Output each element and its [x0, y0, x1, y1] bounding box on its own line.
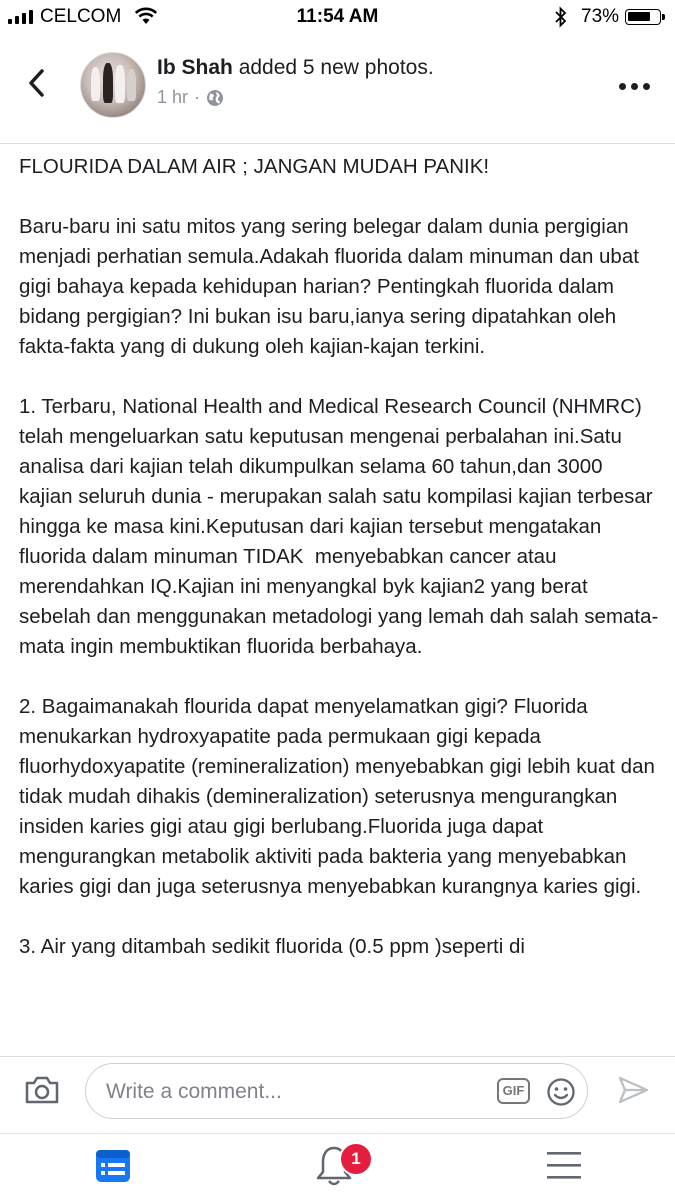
notification-badge: 1 — [339, 1142, 373, 1176]
battery-icon — [625, 9, 661, 25]
camera-icon[interactable] — [24, 1075, 60, 1105]
comment-composer — [0, 1056, 675, 1133]
meta-separator: · — [194, 87, 201, 107]
header-divider — [0, 143, 675, 144]
carrier-name: CELCOM — [40, 6, 122, 27]
avatar[interactable] — [80, 52, 146, 118]
post-action: added 5 new photos. — [238, 56, 434, 79]
globe-icon — [206, 89, 224, 107]
news-feed-icon[interactable] — [94, 1147, 132, 1185]
emoji-icon[interactable] — [546, 1077, 576, 1107]
post-author-line — [157, 56, 434, 80]
bluetooth-icon — [554, 6, 568, 28]
gif-button[interactable]: GIF — [497, 1078, 530, 1104]
comment-input[interactable] — [104, 1076, 488, 1108]
send-icon[interactable] — [617, 1075, 649, 1105]
post-text: FLOURIDA DALAM AIR ; JANGAN MUDAH PANIK! Baru-baru ini satu mitos yang sering belegar dalam dunia pergigian menjadi perhatian semula.Adakah fluorida dalam minuman dan ubat gigi bahaya kepada kehidupan harian? Pentingkah fluorida dalam bidang pergigian? Ini bukan isu baru,ianya sering dipatahkan oleh fakta-fakta yang di dukung oleh kajian-kajan terkini. 1. Terbaru, National Health and Medical Research Council (NHMRC) telah mengeluarkan satu keputusan mengenai perbalahan ini.Satu analisa dari kajian telah dikumpulkan selama 60 tahun,dan 3000 kajian seluruh dunia - merupakan salah satu kompilasi kajian terbesar hingga ke masa kini.Keputusan dari kajian tersebut mengatakan fluorida dalam minuman TIDAK menyebabkan cancer atau merendahkan IQ.Kajian ini menyangkal byk kajian2 yang berat sebelah dan menggunakan metadologi yang lemah dah salah semata-mata ingin membuktikan fluorida berbahaya. 2. Bagaimanakah flourida dapat menyelamatkan gigi? Fluorida menukarkan hydroxyapatite pada permukaan gigi kepada fluorhydoxyapatite (remineralization) menyebabkan gigi lebih kuat dan tidak mudah dihakis (demineralization) seterusnya mengurangkan insiden karies gigi atau gigi berlubang.Fluorida juga dapat mengurangkan metabolik aktiviti pada bakteria yang menyebabkan karies gigi dan juga seterusnya menyebabkan kurangnya karies gigi. 3. Air yang ditambah sedikit fluorida (0.5 ppm )seperti di — [19, 155, 659, 958]
status-bar — [0, 0, 675, 36]
status-time: 11:54 AM — [296, 6, 379, 27]
back-chevron-icon[interactable] — [26, 68, 46, 98]
battery-percent: 73% — [581, 6, 620, 27]
author-name[interactable]: Ib Shah — [157, 56, 233, 79]
tab-bar — [0, 1133, 675, 1201]
more-dots-icon[interactable] — [619, 83, 650, 90]
menu-icon[interactable] — [545, 1148, 583, 1182]
comment-field[interactable] — [85, 1063, 588, 1119]
post-header — [0, 36, 675, 144]
post-time[interactable]: 1 hr — [157, 87, 189, 107]
post-meta — [157, 87, 224, 108]
